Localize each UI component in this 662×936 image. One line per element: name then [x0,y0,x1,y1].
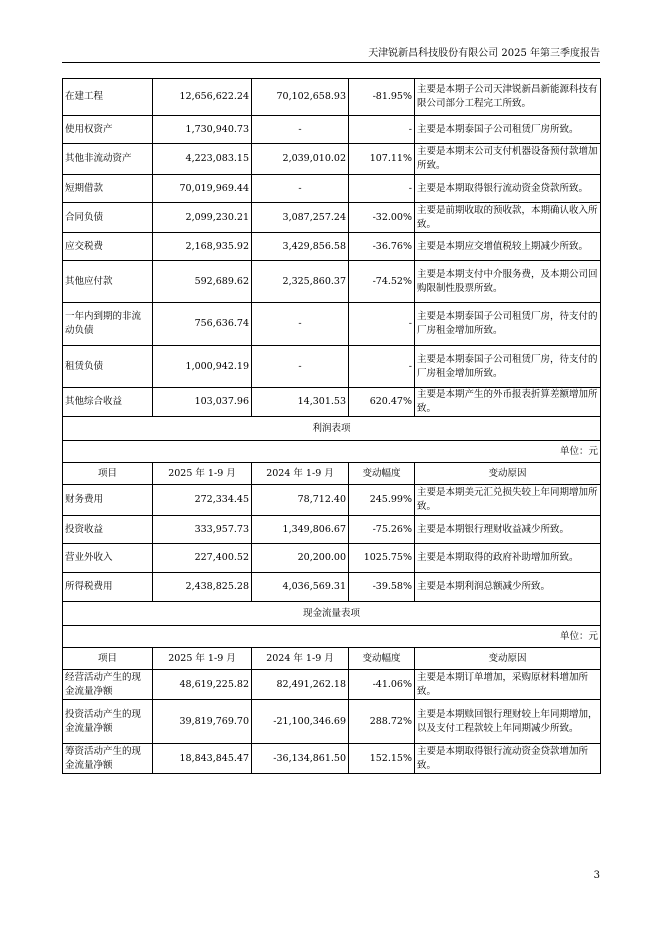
change-cell: -74.52% [349,261,415,303]
reason-cell: 主要是本期泰国子公司租赁厂房所致。 [415,116,601,144]
change-cell: 288.72% [349,700,415,744]
change-cell: -36.76% [349,233,415,261]
report-header: 天津锐新昌科技股份有限公司 2025 年第三季度报告 [62,44,600,63]
table-row [63,116,601,144]
column-header: 2025 年 1-9 月 [153,648,252,670]
reason-cell: 主要是本期泰国子公司租赁厂房，待支付的厂房租金增加所致。 [415,346,601,388]
table-row [63,203,601,233]
item-cell: 筹资活动产生的现金流量净额 [63,744,153,774]
table-row [63,79,601,116]
item-cell: 租赁负债 [63,346,153,388]
change-cell: -75.26% [349,516,415,544]
item-cell: 投资收益 [63,516,153,544]
reason-cell: 主要是本期订单增加，采购原材料增加所致。 [415,670,601,700]
table-row [63,144,601,175]
previous-cell: -36,134,861.50 [252,744,349,774]
current-cell: 1,000,942.19 [153,346,252,388]
previous-cell: - [252,116,349,144]
previous-cell: - [252,346,349,388]
header-row [63,463,601,485]
table-row [63,573,601,602]
section-title-row [63,602,601,626]
column-header: 变动原因 [415,648,601,670]
reason-cell: 主要是本期末公司支付机器设备预付款增加所致。 [415,144,601,175]
table-row [63,544,601,573]
item-cell: 其他综合收益 [63,388,153,417]
current-cell: 2,168,935.92 [153,233,252,261]
reason-cell: 主要是本期子公司天津锐新昌新能源科技有限公司部分工程完工所致。 [415,79,601,116]
item-cell: 营业外收入 [63,544,153,573]
table-row [63,261,601,303]
previous-cell: 78,712.40 [252,485,349,516]
reason-cell: 主要是本期产生的外币报表折算差额增加所致。 [415,388,601,417]
table-row [63,670,601,700]
column-header: 2024 年 1-9 月 [252,463,349,485]
reason-cell: 主要是本期泰国子公司租赁厂房，待支付的厂房租金增加所致。 [415,303,601,346]
income-section-title: 利润表项 [63,417,601,441]
reason-cell: 主要是本期美元汇兑损失较上年同期增加所致。 [415,485,601,516]
item-cell: 在建工程 [63,79,153,116]
item-cell: 财务费用 [63,485,153,516]
previous-cell: 2,039,010.02 [252,144,349,175]
current-cell: 39,819,769.70 [153,700,252,744]
previous-cell: 82,491,262.18 [252,670,349,700]
current-cell: 592,689.62 [153,261,252,303]
previous-cell: 4,036,569.31 [252,573,349,602]
change-cell: -39.58% [349,573,415,602]
change-cell: - [349,175,415,203]
previous-cell: -21,100,346.69 [252,700,349,744]
column-header: 项目 [63,648,153,670]
item-cell: 应交税费 [63,233,153,261]
item-cell: 其他应付款 [63,261,153,303]
item-cell: 投资活动产生的现金流量净额 [63,700,153,744]
item-cell: 一年内到期的非流动负债 [63,303,153,346]
table-row [63,485,601,516]
table-row [63,175,601,203]
item-cell: 其他非流动资产 [63,144,153,175]
previous-cell: 1,349,806.67 [252,516,349,544]
column-header: 2025 年 1-9 月 [153,463,252,485]
item-cell: 短期借款 [63,175,153,203]
current-cell: 1,730,940.73 [153,116,252,144]
income-unit-label: 单位：元 [63,441,601,463]
unit-row [63,626,601,648]
previous-cell: 14,301.53 [252,388,349,417]
table-row [63,233,601,261]
change-cell: -81.95% [349,79,415,116]
column-header: 2024 年 1-9 月 [252,648,349,670]
change-cell: - [349,303,415,346]
current-cell: 272,334.45 [153,485,252,516]
item-cell: 使用权资产 [63,116,153,144]
reason-cell: 主要是本期取得的政府补助增加所致。 [415,544,601,573]
current-cell: 227,400.52 [153,544,252,573]
previous-cell: 2,325,860.37 [252,261,349,303]
change-cell: -32.00% [349,203,415,233]
change-cell: 245.99% [349,485,415,516]
column-header: 项目 [63,463,153,485]
reason-cell: 主要是本期利润总额减少所致。 [415,573,601,602]
table-row [63,388,601,417]
change-cell: 107.11% [349,144,415,175]
previous-cell: - [252,175,349,203]
current-cell: 4,223,083.15 [153,144,252,175]
unit-row [63,441,601,463]
current-cell: 2,438,825.28 [153,573,252,602]
item-cell: 合同负债 [63,203,153,233]
table-row [63,303,601,346]
current-cell: 18,843,845.47 [153,744,252,774]
previous-cell: - [252,303,349,346]
reason-cell: 主要是本期取得银行流动资金贷款增加所致。 [415,744,601,774]
reason-cell: 主要是本期取得银行流动资金贷款所致。 [415,175,601,203]
current-cell: 756,636.74 [153,303,252,346]
column-header: 变动幅度 [349,648,415,670]
change-cell: 1025.75% [349,544,415,573]
item-cell: 所得税费用 [63,573,153,602]
page-number: 3 [593,870,600,881]
cashflow-section-title: 现金流量表项 [63,602,601,626]
header-row [63,648,601,670]
change-cell: - [349,346,415,388]
table-row [63,700,601,744]
table-row [63,516,601,544]
current-cell: 103,037.96 [153,388,252,417]
table-row [63,744,601,774]
section-title-row [63,417,601,441]
change-cell: 152.15% [349,744,415,774]
current-cell: 70,019,969.44 [153,175,252,203]
cashflow-unit-label: 单位：元 [63,626,601,648]
change-cell: 620.47% [349,388,415,417]
reason-cell: 主要是本期支付中介服务费，及本期公司回购限制性股票所致。 [415,261,601,303]
reason-cell: 主要是本期赎回银行理财较上年同期增加，以及支付工程款较上年同期减少所致。 [415,700,601,744]
previous-cell: 20,200.00 [252,544,349,573]
change-cell: -41.06% [349,670,415,700]
column-header: 变动幅度 [349,463,415,485]
column-header: 变动原因 [415,463,601,485]
previous-cell: 70,102,658.93 [252,79,349,116]
reason-cell: 主要是本期应交增值税较上期减少所致。 [415,233,601,261]
item-cell: 经营活动产生的现金流量净额 [63,670,153,700]
previous-cell: 3,087,257.24 [252,203,349,233]
current-cell: 333,957.73 [153,516,252,544]
table-row [63,346,601,388]
current-cell: 12,656,622.24 [153,79,252,116]
reason-cell: 主要是前期收取的预收款，本期确认收入所致。 [415,203,601,233]
current-cell: 48,619,225.82 [153,670,252,700]
balance-sheet-table [62,78,601,774]
reason-cell: 主要是本期银行理财收益减少所致。 [415,516,601,544]
current-cell: 2,099,230.21 [153,203,252,233]
previous-cell: 3,429,856.58 [252,233,349,261]
change-cell: - [349,116,415,144]
